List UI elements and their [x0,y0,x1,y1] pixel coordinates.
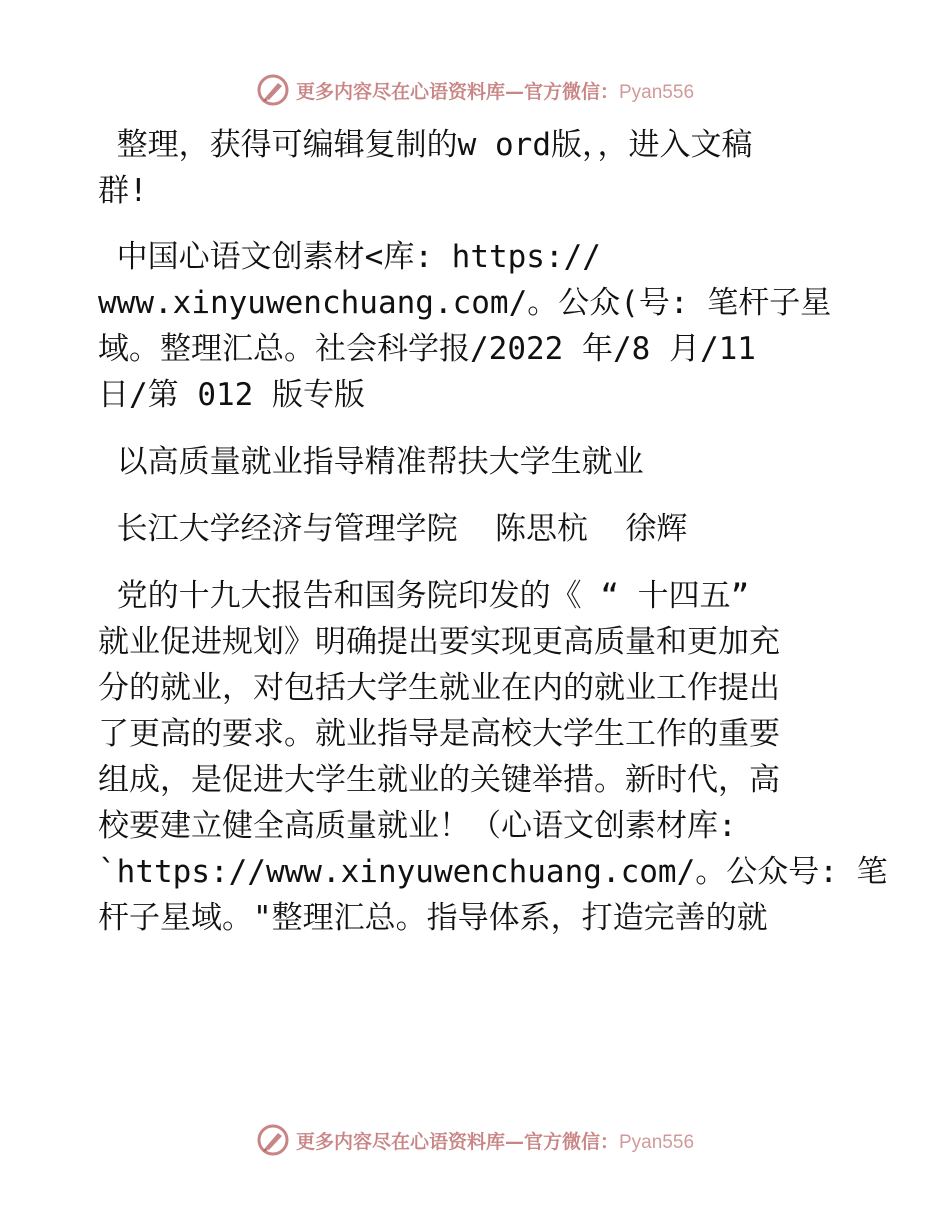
paragraph [98,234,858,418]
text-line: www.xinyuwenchuang.com/。公众(号: 笔杆子星 [98,285,832,321]
text-line: 组成，是促进大学生就业的关键举措。新时代，高 [98,762,780,798]
pen-circle-logo-icon [256,73,290,107]
author-line [98,506,858,552]
text-line: 以高质量就业指导精准帮扶大学生就业 [98,444,644,480]
pen-circle-logo-icon [256,1123,290,1157]
paragraph [98,122,858,214]
watermark-text: 更多内容尽在心语资料库—官方微信：Pyan556 [295,80,695,103]
text-line: 日/第 012 版专版 [98,377,365,413]
watermark-banner-top [0,68,950,112]
text-line: 党的十九大报告和国务院印发的《 “ 十四五” [98,578,750,614]
text-line: 群! [98,173,148,209]
text-line: 杆子星域。"整理汇总。指导体系，打造完善的就 [98,900,768,936]
text-line: 分的就业，对包括大学生就业在内的就业工作提出 [98,670,780,706]
text-line: `https://www.xinyuwenchuang.com/。公众号: 笔 [98,854,888,890]
document-body [98,122,888,941]
text-line: 域。整理汇总。社会科学报/2022 年/8 月/11 [98,331,756,367]
watermark-text: 更多内容尽在心语资料库—官方微信：Pyan556 [295,1130,695,1153]
text-line: 校要建立健全高质量就业！（心语文创素材库: [98,808,737,844]
text-line: 长江大学经济与管理学院 陈思杭 徐辉 [98,511,688,547]
text-line: 整理，获得可编辑复制的w ord版，，进入文稿 [98,127,753,163]
article-title [98,439,858,485]
text-line: 就业促进规划》明确提出要实现更高质量和更加充 [98,624,780,660]
text-line: 中国心语文创素材<库: https:// [98,239,601,275]
text-line: 了更高的要求。就业指导是高校大学生工作的重要 [98,716,780,752]
watermark-banner-bottom [0,1118,950,1162]
paragraph [98,573,888,941]
